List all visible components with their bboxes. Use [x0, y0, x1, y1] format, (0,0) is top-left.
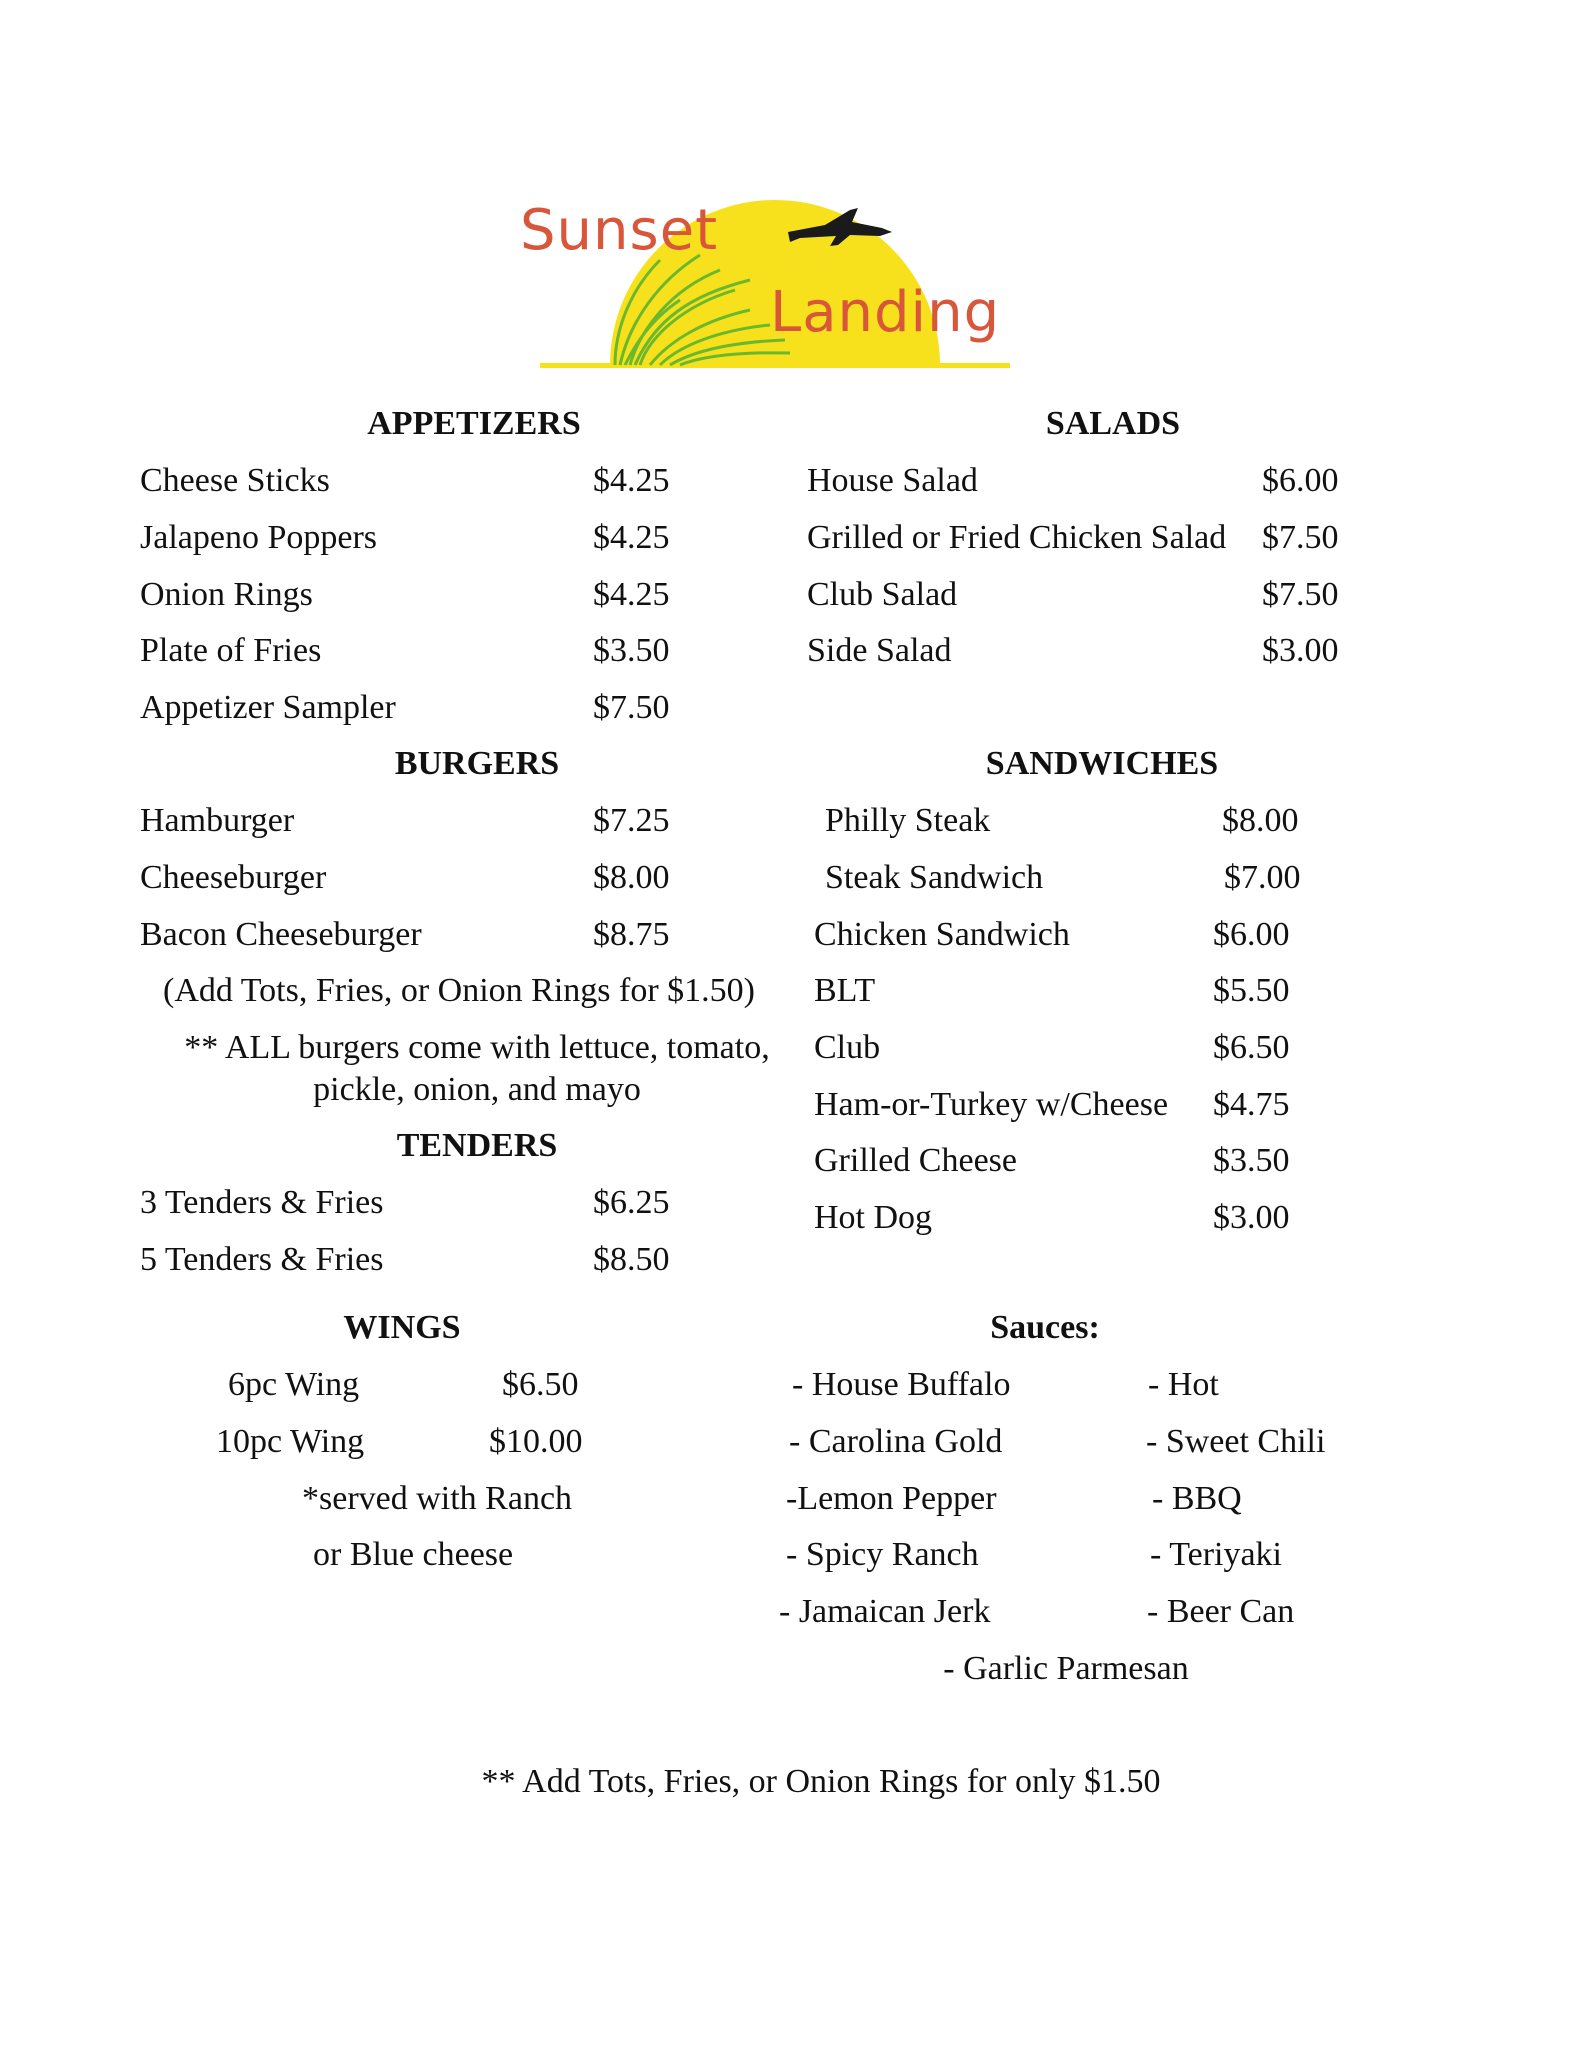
- menu-item-name: House Salad: [807, 462, 978, 499]
- appetizers-heading: APPETIZERS: [367, 405, 581, 442]
- burgers-heading: BURGERS: [394, 745, 560, 782]
- footer-note: ** Add Tots, Fries, or Onion Rings for only $1.50: [481, 1763, 1161, 1800]
- menu-item-price: $4.25: [593, 519, 670, 556]
- burger-toppings-note: pickle, onion, and mayo: [313, 1071, 641, 1108]
- menu-item-price: $6.50: [502, 1366, 579, 1403]
- menu-item-name: Bacon Cheeseburger: [140, 916, 422, 953]
- sauce-item: - Carolina Gold: [789, 1423, 1003, 1460]
- sauce-item: - Jamaican Jerk: [779, 1593, 991, 1630]
- menu-item-price: $4.75: [1213, 1086, 1290, 1123]
- menu-item-price: $7.50: [1262, 576, 1339, 613]
- menu-item-price: $3.50: [593, 632, 670, 669]
- menu-item-name: 3 Tenders & Fries: [140, 1184, 384, 1221]
- menu-item-price: $6.00: [1213, 916, 1290, 953]
- menu-item-name: Grilled Cheese: [814, 1142, 1017, 1179]
- sauce-item: - Beer Can: [1147, 1593, 1295, 1630]
- menu-item-name: Club Salad: [807, 576, 958, 613]
- menu-item-price: $3.00: [1213, 1199, 1290, 1236]
- menu-item-name: BLT: [814, 972, 876, 1009]
- menu-item-name: Steak Sandwich: [825, 859, 1044, 896]
- menu-item-name: Side Salad: [807, 632, 952, 669]
- menu-item-name: Onion Rings: [140, 576, 313, 613]
- menu-item-price: $3.00: [1262, 632, 1339, 669]
- logo-word-landing: Landing: [770, 280, 1001, 345]
- menu-item-name: Appetizer Sampler: [140, 689, 396, 726]
- menu-item-name: Philly Steak: [825, 802, 991, 839]
- menu-item-price: $8.00: [593, 859, 670, 896]
- menu-item-price: $7.25: [593, 802, 670, 839]
- menu-item-price: $7.50: [1262, 519, 1339, 556]
- menu-item-name: Chicken Sandwich: [814, 916, 1070, 953]
- sunset-landing-logo: [520, 170, 1070, 395]
- menu-item-name: Cheese Sticks: [140, 462, 330, 499]
- sauce-item: - BBQ: [1152, 1480, 1242, 1517]
- wings-dip-note: *served with Ranch: [302, 1480, 573, 1517]
- wings-heading: WINGS: [343, 1309, 461, 1346]
- salads-heading: SALADS: [1045, 405, 1181, 442]
- menu-item-price: $6.50: [1213, 1029, 1290, 1066]
- menu-item-name: 5 Tenders & Fries: [140, 1241, 384, 1278]
- menu-item-price: $7.50: [593, 689, 670, 726]
- sandwiches-heading: SANDWICHES: [985, 745, 1219, 782]
- sauce-item: -Lemon Pepper: [786, 1480, 997, 1517]
- menu-item-name: 6pc Wing: [228, 1366, 360, 1403]
- sauce-item: - House Buffalo: [792, 1366, 1011, 1403]
- menu-item-price: $6.00: [1262, 462, 1339, 499]
- menu-item-price: $5.50: [1213, 972, 1290, 1009]
- sauces-heading: Sauces:: [990, 1309, 1100, 1346]
- menu-item-name: Plate of Fries: [140, 632, 322, 669]
- wings-dip-note: or Blue cheese: [313, 1536, 514, 1573]
- menu-item-name: Cheeseburger: [140, 859, 327, 896]
- menu-item-price: $6.25: [593, 1184, 670, 1221]
- sauce-item: - Hot: [1148, 1366, 1219, 1403]
- burger-addon-note: (Add Tots, Fries, or Onion Rings for $1.50): [163, 972, 755, 1009]
- burger-toppings-note: ** ALL burgers come with lettuce, tomato,: [184, 1029, 770, 1066]
- menu-item-name: Ham-or-Turkey w/Cheese: [814, 1086, 1169, 1123]
- logo-word-sunset: Sunset: [520, 198, 719, 263]
- menu-item-price: $7.00: [1224, 859, 1301, 896]
- menu-item-price: $8.75: [593, 916, 670, 953]
- menu-item-name: 10pc Wing: [216, 1423, 365, 1460]
- menu-item-name: Club: [814, 1029, 881, 1066]
- menu-item-name: Jalapeno Poppers: [140, 519, 378, 556]
- menu-item-name: Hot Dog: [814, 1199, 933, 1236]
- menu-item-price: $4.25: [593, 462, 670, 499]
- menu-item-price: $8.50: [593, 1241, 670, 1278]
- menu-item-price: $8.00: [1222, 802, 1299, 839]
- menu-item-name: Hamburger: [140, 802, 295, 839]
- menu-item-price: $10.00: [489, 1423, 583, 1460]
- sauce-item: - Garlic Parmesan: [943, 1650, 1189, 1687]
- sauce-item: - Teriyaki: [1150, 1536, 1282, 1573]
- sauce-item: - Sweet Chili: [1146, 1423, 1326, 1460]
- tenders-heading: TENDERS: [396, 1127, 558, 1164]
- menu-item-name: Grilled or Fried Chicken Salad: [807, 519, 1227, 556]
- sauce-item: - Spicy Ranch: [786, 1536, 979, 1573]
- menu-item-price: $3.50: [1213, 1142, 1290, 1179]
- menu-item-price: $4.25: [593, 576, 670, 613]
